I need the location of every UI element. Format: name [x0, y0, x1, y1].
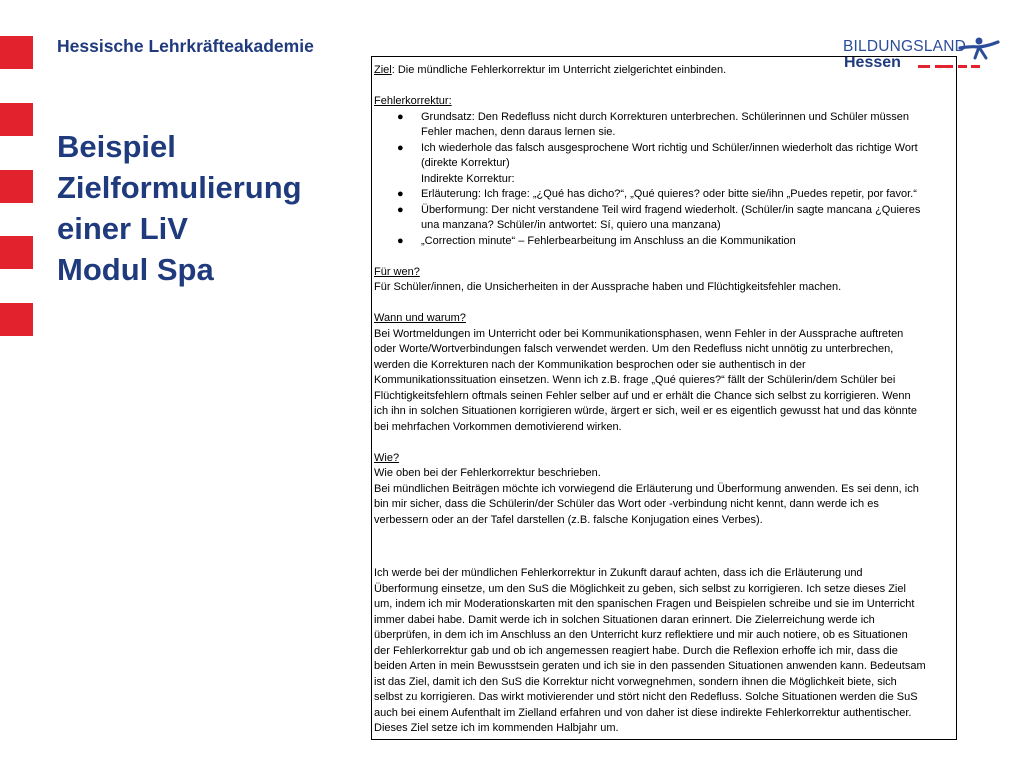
title-line: Beispiel — [57, 129, 176, 164]
organization-name: Hessische Lehrkräfteakademie — [57, 36, 314, 56]
document-content — [374, 63, 964, 737]
slide-title — [57, 126, 357, 290]
list-item — [374, 110, 964, 141]
bullet-text: Grundsatz: Den Redefluss nicht durch Korrekturen unterbrechen. Schülerinnen und Schüler müssen — [421, 110, 909, 123]
paragraph-line: immer dabei habe. Damit werde ich in solchen Situationen daran erinnert. Die Zielerreichung werde ich — [374, 613, 875, 626]
paragraph-line: Dieses Ziel setze ich im kommenden Halbjahr um. — [374, 722, 619, 734]
paragraph-line: Kommunikationssituation einsetzen. Wenn ich z.B. frage „Qué quieres?“ fällt der Schülerin/dem Schüler bei — [374, 374, 896, 386]
paragraph-line: selbst zu korrigieren. Das wirkt motivierender und stört nicht den Redefluss. Solche Situationen werden die SuS — [374, 691, 918, 703]
paragraph-line: bei mehrfachen Vorkommen demotivierend wirken. — [374, 420, 622, 433]
when-heading: Wann und warum? — [374, 312, 466, 324]
red-bar-4 — [0, 236, 33, 269]
paragraph-line: Bei Wortmeldungen im Unterricht oder bei Kommunikationsphasen, wenn Fehler in der Aussprache auftreten — [374, 327, 904, 340]
paragraph-line: Flüchtigkeitsfehlern oftmals seinen Fehler selber auf und er erhält die Chance sich selbst zu korrigieren. Wenn — [374, 389, 911, 402]
title-line: Zielformulierung — [57, 170, 302, 205]
paragraph-line: bin mir sicher, dass die Schülerin/der Schüler das Wort oder -verbindung nicht kennt, dann werde ich es — [374, 498, 879, 510]
title-line: einer LiV — [57, 211, 188, 246]
bullet-icon: ● — [397, 110, 404, 123]
paragraph-line: ist das Ziel, damit ich den SuS die Korrektur nicht vorwegnehmen, sondern ihnen die Möglichkeit biete, sich — [374, 675, 897, 688]
red-bar-1 — [0, 36, 33, 69]
paragraph-line: auch bei einem Aufenthalt im Zielland erfahren und von daher ist diese indirekte Fehlerkorrektur authentischer. — [374, 706, 912, 719]
how-heading: Wie? — [374, 451, 400, 464]
paragraph-line: der Fehlerkorrektur gab und ob ich angemessen reagiert habe. Durch die Reflexion erhoffe ich mir, dass die — [374, 644, 898, 657]
paragraph-line: beiden Arten in mein Bewusstsein geraten und ich sie in den passenden Situationen anwenden kann. Bedeutsam — [374, 660, 926, 672]
bullet-icon: ● — [397, 188, 404, 200]
list-item — [374, 234, 964, 250]
person-figure-icon — [958, 36, 1000, 62]
bullet-icon: ● — [397, 234, 404, 247]
paragraph-line: ich ihn in solchen Situationen korrigieren würde, ärgert er sich, weil er es eigentlich gewusst hat und das könnte — [374, 405, 917, 417]
paragraph-line: werden die Korrekturen nach der Kommunikation besprochen oder sie authentisch in der — [374, 358, 806, 371]
logo-text-bottom: Hessen — [844, 54, 901, 71]
red-bar-2 — [0, 103, 33, 136]
bullet-icon: ● — [397, 203, 404, 216]
for-whom-heading: Für wen? — [374, 265, 420, 278]
bullet-text: „Correction minute“ – Fehlerbearbeitung im Anschluss an die Kommunikation — [421, 234, 796, 247]
correction-heading: Fehlerkorrektur: — [374, 95, 452, 107]
red-bar-3 — [0, 170, 33, 203]
paragraph-line: verbessern oder an der Tafel darstellen (z.B. falsche Konjugation eines Verbes). — [374, 513, 763, 526]
document-box — [371, 56, 957, 740]
goal-label: Ziel — [374, 64, 392, 76]
list-item — [374, 141, 964, 188]
bullet-text: Erläuterung: Ich frage: „¿Qué has dicho?“, „Qué quieres? oder bitte sie/ihn „Puedes repetir, por favor.“ — [421, 188, 917, 200]
bullet-text: (direkte Korrektur) — [421, 157, 510, 169]
paragraph-line: überprüfen, in dem ich im Anschluss an den Unterricht kurz reflektiere und mir auch notiere, ob es Situationen — [374, 629, 908, 641]
paragraph-line: Ich werde bei der mündlichen Fehlerkorrektur in Zukunft darauf achten, dass ich die Erläuterung und — [374, 567, 863, 579]
bullet-text: Fehler machen, denn daraus lernen sie. — [421, 126, 616, 138]
paragraph-line: Bei mündlichen Beiträgen möchte ich vorwiegend die Erläuterung und Überformung anwenden. Es sei denn, ich — [374, 482, 919, 495]
bullet-icon: ● — [397, 141, 404, 154]
for-whom-text: Für Schüler/innen, die Unsicherheiten in der Aussprache haben und Flüchtigkeitsfehler machen. — [374, 281, 842, 293]
paragraph-line: Überformung einsetze, um den SuS die Möglichkeit zu geben, sich selbst zu korrigieren. Ich setze dieses Ziel — [374, 582, 906, 595]
bullet-text: Indirekte Korrektur: — [421, 172, 515, 185]
list-item — [374, 203, 964, 234]
title-line: Modul Spa — [57, 252, 214, 287]
logo-red-line — [971, 65, 980, 68]
paragraph-line: Wie oben bei der Fehlerkorrektur beschrieben. — [374, 467, 601, 479]
bullet-text: Ich wiederhole das falsch ausgesprochene Wort richtig und Schüler/innen wiederholt das richtige Wort — [421, 141, 918, 154]
red-bar-5 — [0, 303, 33, 336]
goal-line — [374, 63, 964, 79]
logo-text-top: BILDUNGSLAND — [843, 38, 966, 55]
paragraph-line: oder Worte/Wortverbindungen falsch verwendet werden. Um den Redefluss nicht unnötig zu unterbrechen, — [374, 343, 894, 355]
bullet-text: una manzana? Schüler/in antwortet: Sí, quiero una manzana) — [421, 219, 721, 231]
paragraph-line: um, indem ich mir Moderationskarten mit den spanischen Fragen und Beispielen schreibe und sie im Unterricht — [374, 598, 915, 610]
goal-text: : Die mündliche Fehlerkorrektur im Unterricht zielgerichtet einbinden. — [391, 64, 727, 76]
bullet-text: Überformung: Der nicht verstandene Teil wird fragend wiederholt. (Schüler/in sagte mancana ¿Quieres — [421, 203, 921, 216]
list-item — [374, 187, 964, 203]
